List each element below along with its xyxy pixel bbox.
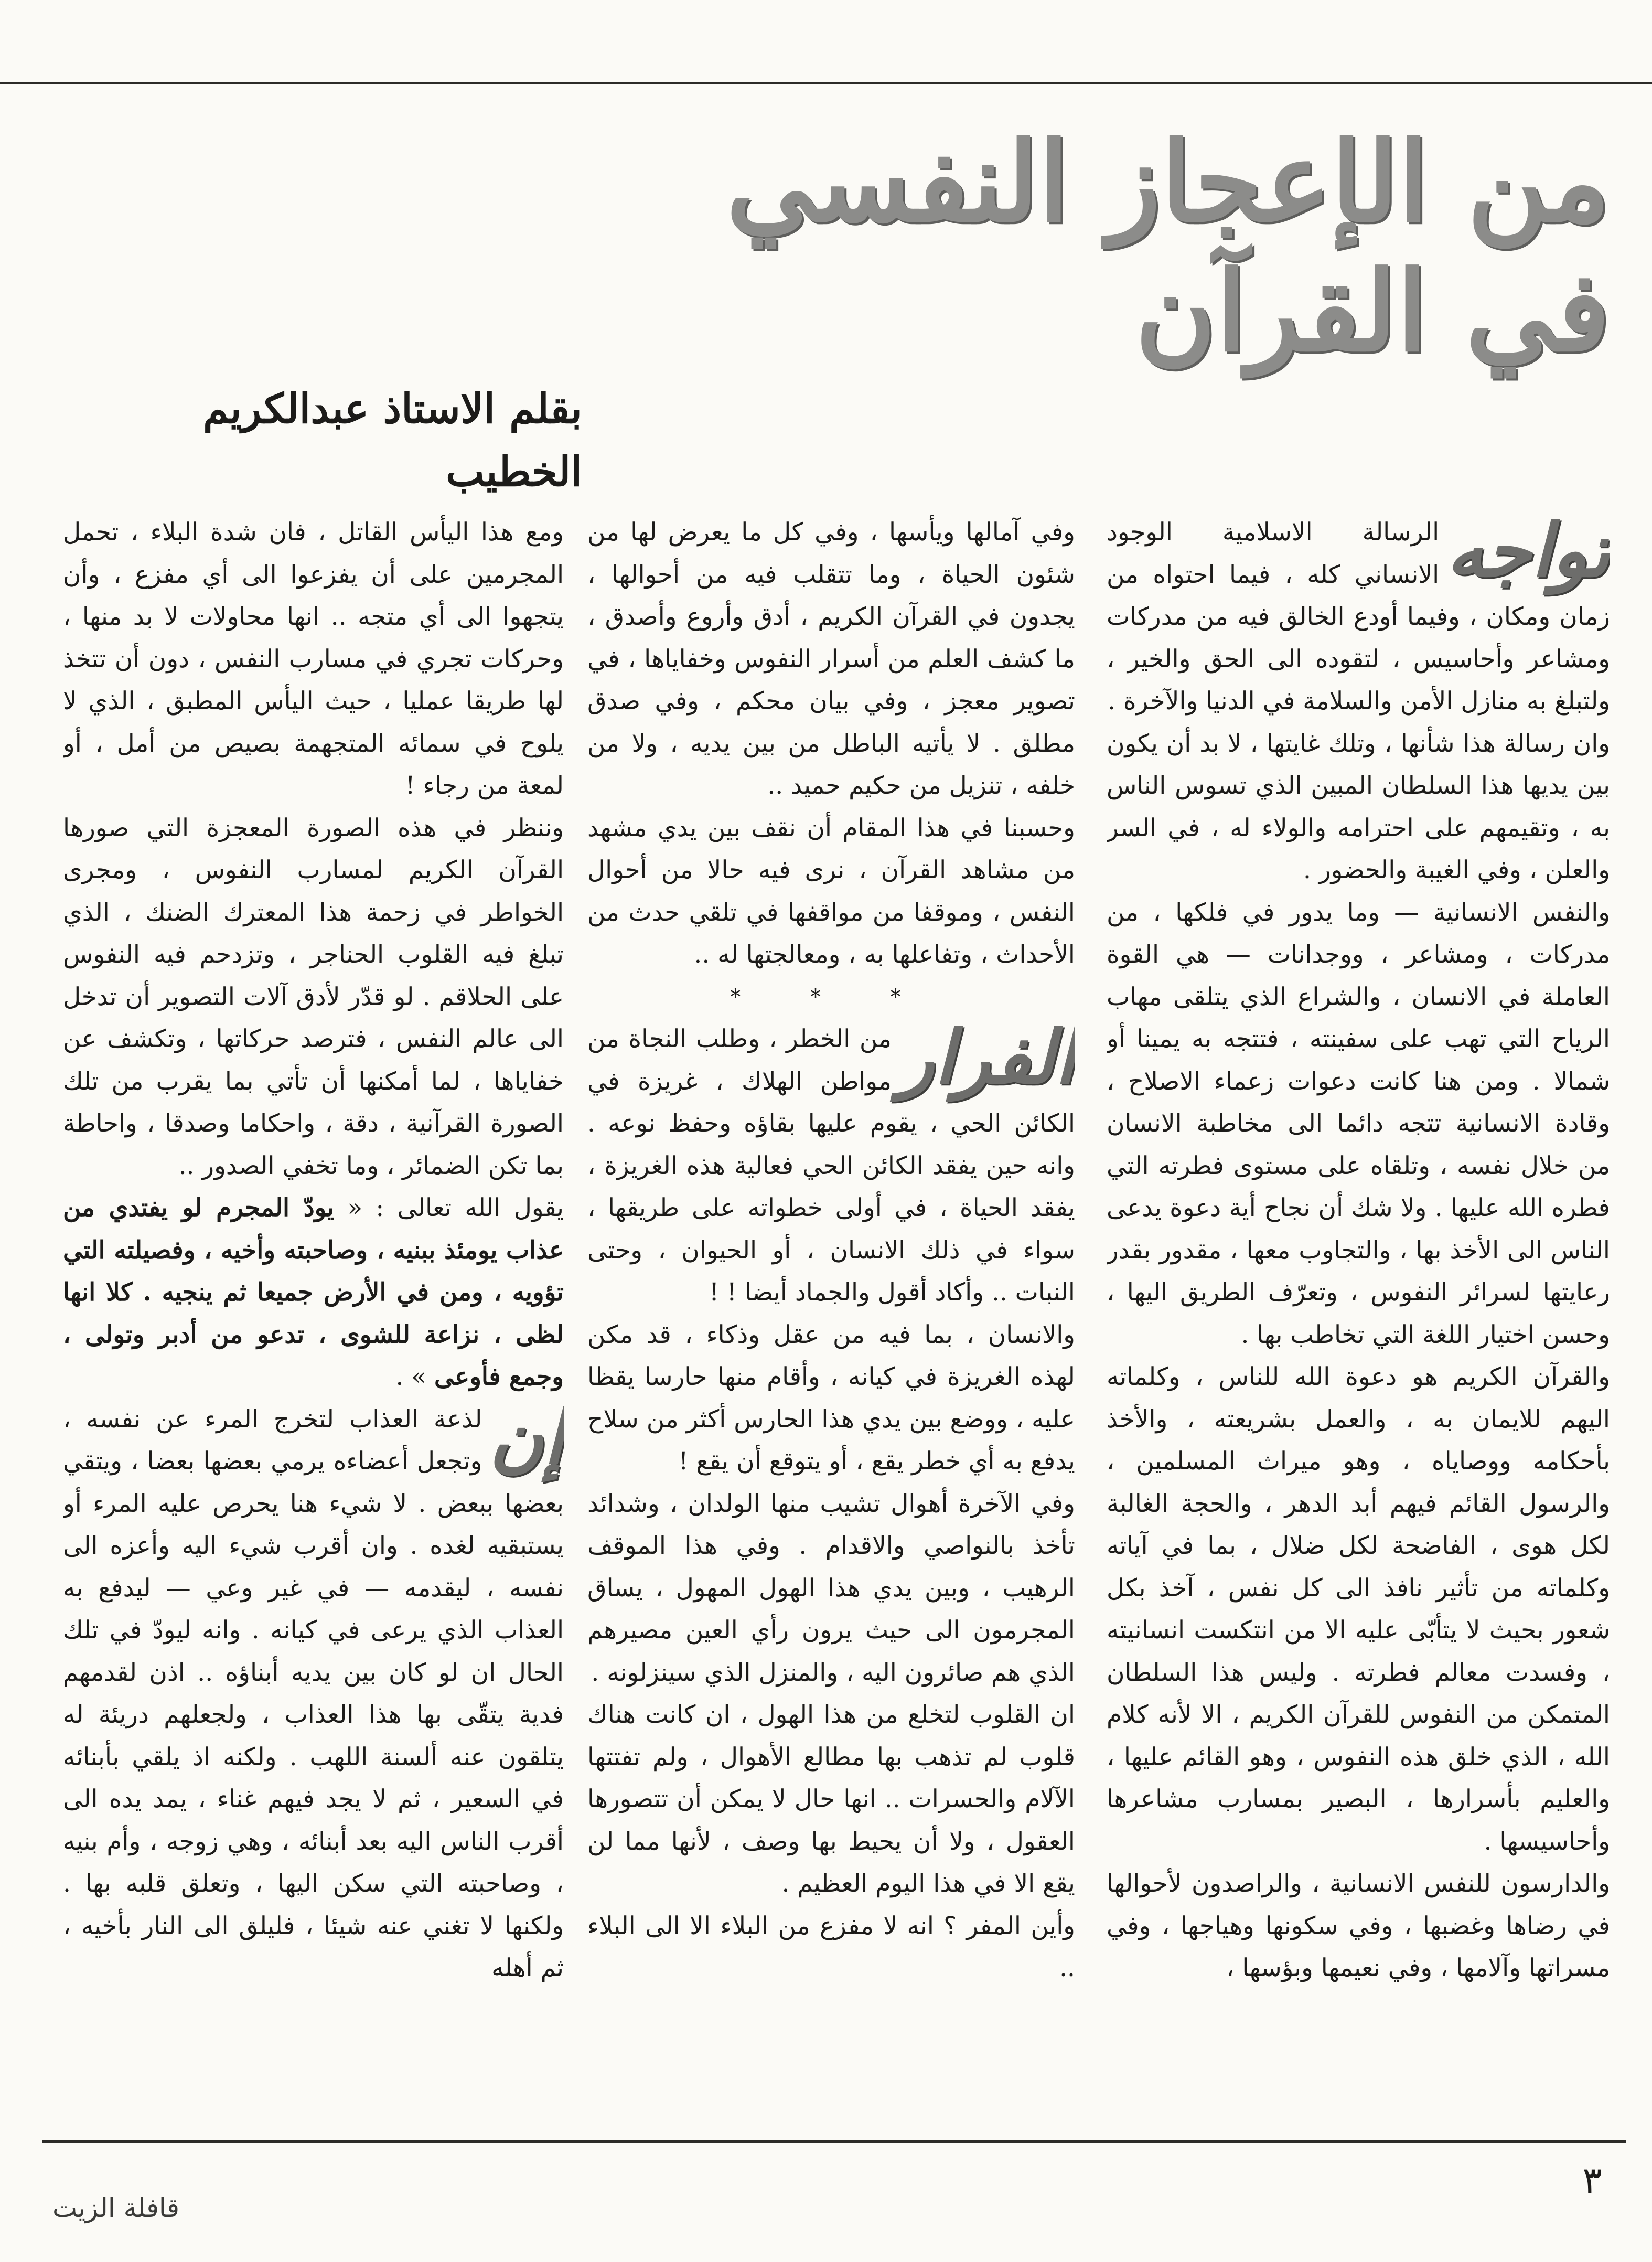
paragraph: وفي الآخرة أهوال تشيب منها الولدان ، وشدائد تأخذ بالنواصي والاقدام . وفي هذا الموقف الرهيب ، وبين يدي هذا الهول المهول ، يساق المجرمون الى حيث يرون رأي العين مصيرهم الذي هم صائرون اليه ، والمنزل الذي سينزلونه . xyxy=(587,1489,1075,1687)
column-left xyxy=(63,511,564,2127)
quran-quote: يقول الله تعالى : « يودّ المجرم لو يفتدي من عذاب يومئذ ببنيه ، وصاحبته وأخيه ، وفصيلته التي تؤويه ، ومن في الأرض جميعا ثم ينجيه . كلا انها لظى ، نزاعة للشوى ، تدعو من أدبر وتولى ، وجمع فأوعى » . xyxy=(63,1193,564,1391)
column-right xyxy=(1107,511,1610,2127)
section-separator: * * * xyxy=(730,985,932,1009)
section-head-inna: إن xyxy=(489,1394,564,1481)
top-rule xyxy=(0,82,1652,84)
article-title: من الإعجاز النفسي في القرآن xyxy=(726,117,1610,376)
paragraph: الفرار من الخطر ، وطلب النجاة من مواطن الهلاك ، غريزة في الكائن الحي ، يقوم عليها بقاؤه وحفظ نوعه . وانه حين يفقد الكائن الحي فعالية هذه الغريزة ، يفقد الحياة ، في أولى خطواته على طريقها ، سواء في ذلك الانسان ، أو الحيوان ، وحتى النبات .. وأكاد أقول والجماد أيضا ! ! xyxy=(587,1015,1075,1307)
paragraph: والدارسون للنفس الانسانية ، والراصدون لأحوالها في رضاها وغضبها ، وفي سكونها وهياجها ، وفي مسراتها وآلامها ، وفي نعيمها وبؤسها ، xyxy=(1107,1869,1610,1982)
paragraph: ومع هذا اليأس القاتل ، فان شدة البلاء ، تحمل المجرمين على أن يفزعوا الى أي مفزع ، وأن يتجهوا الى أي متجه .. انها محاولات لا بد منها ، وحركات تجري في مسارب النفس ، دون أن تتخذ لها طريقا عمليا ، حيث اليأس المطبق ، الذي لا يلوح في سمائه المتجهمة بصيص من أمل ، أو لمعة من رجاء ! xyxy=(63,518,564,800)
section-head-tuwajih: تواجه xyxy=(1446,511,1610,594)
paragraph: تواجه الرسالة الاسلامية الوجود الانساني كله ، فيما احتواه من زمان ومكان ، وفيما أودع الخالق فيه من مدركات ومشاعر وأحاسيس ، لتقوده الى الحق والخير ، ولتبلغ به منازل الأمن والسلامة في الدنيا والآخرة . xyxy=(1107,511,1610,716)
quote-text: يودّ المجرم لو يفتدي من عذاب يومئذ ببنيه ، وصاحبته وأخيه ، وفصيلته التي تؤويه ، ومن في الأرض جميعا ثم ينجيه . كلا انها لظى ، نزاعة للشوى ، تدعو من أدبر وتولى ، وجمع فأوعى xyxy=(63,1193,564,1391)
author-byline: بقلم الاستاذ عبدالكريم الخطيب xyxy=(203,385,582,496)
paragraph: والقرآن الكريم هو دعوة الله للناس ، وكلماته اليهم للايمان به ، والعمل بشريعته ، والأخذ بأحكامه ووصاياه ، وهو ميراث المسلمين ، والرسول القائم فيهم أبد الدهر ، والحجة الغالبة لكل هوى ، الفاضحة لكل ضلال ، بما في آياته وكلماته من تأثير نافذ الى كل نفس ، آخذ بكل شعور بحيث لا يتأبّى عليه الا من انتكست انسانيته ، وفسدت معالم فطرته . وليس هذا السلطان المتمكن من النفوس للقرآن الكريم ، الا لأنه كلام الله ، الذي خلق هذه النفوس ، وهو القائم عليها ، والعليم بأسرارها ، البصير بمسارب مشاعرها وأحاسيسها . xyxy=(1107,1362,1610,1856)
journal-name: قافلة الزيت xyxy=(52,2193,180,2223)
bottom-rule xyxy=(42,2140,1626,2143)
paragraph: وننظر في هذه الصورة المعجزة التي صورها القرآن الكريم لمسارب النفوس ، ومجرى الخواطر في زحمة هذا المعترك الضنك ، الذي تبلغ فيه القلوب الحناجر ، وتزدحم فيه النفوس على الحلاقم . لو قدّر لأدق آلات التصوير أن تدخل الى عالم النفس ، فترصد حركاتها ، وتكشف عن خفاياها ، لما أمكنها أن تأتي بما يقرب من تلك الصورة القرآنية ، دقة ، واحكاما وصدقا ، واحاطة بما تكن الضمائر ، وما تخفي الصدور .. xyxy=(63,813,564,1180)
paragraph: وحسبنا في هذا المقام أن نقف بين يدي مشهد من مشاهد القرآن ، نرى فيه حالا من أحوال النفس ، وموقفا من مواقفها في تلقي حدث من الأحداث ، وتفاعلها به ، ومعالجتها له .. xyxy=(587,813,1075,969)
paragraph: وفي آمالها ويأسها ، وفي كل ما يعرض لها من شئون الحياة ، وما تتقلب فيه من أحوالها ، يجدون في القرآن الكريم ، أدق وأروع وأصدق ، ما كشف العلم من أسرار النفوس وخفاياها ، في تصوير معجز ، وفي بيان محكم ، وفي صدق مطلق . لا يأتيه الباطل من بين يديه ، ولا من خلفه ، تنزيل من حكيم حميد .. xyxy=(587,518,1075,800)
column-middle xyxy=(587,511,1075,2127)
section-head-firar: الفرار xyxy=(898,1015,1075,1101)
paragraph: والانسان ، بما فيه من عقل وذكاء ، قد مكن لهذه الغريزة في كيانه ، وأقام منها حارسا يقظا عليه ، ووضع بين يدي هذا الحارس أكثر من سلاح يدفع به أي خطر يقع ، أو يتوقع أن يقع ! xyxy=(587,1320,1075,1476)
paragraph: وان رسالة هذا شأنها ، وتلك غايتها ، لا بد أن يكون بين يديها هذا السلطان المبين الذي تسوس الناس به ، وتقيمهم على احترامه والولاء له ، في السر والعلن ، وفي الغيبة والحضور . xyxy=(1107,729,1610,884)
page-number: ٣ xyxy=(1582,2159,1602,2202)
paragraph: والنفس الانسانية — وما يدور في فلكها ، من مدركات ، ومشاعر ، ووجدانات — هي القوة العاملة في الانسان ، والشراع الذي يتلقى مهاب الرياح التي تهب على سفينته ، فتتجه به يمينا أو شمالا . ومن هنا كانت دعوات زعماء الاصلاح ، وقادة الانسانية تتجه دائما الى مخاطبة الانسان من خلال نفسه ، وتلقاه على مستوى فطرته التي فطره الله عليها . ولا شك أن نجاح أية دعوة يدعى الناس الى الأخذ بها ، والتجاوب معها ، مقدور بقدر رعايتها لسرائر النفوس ، وتعرّف الطريق اليها ، وحسن اختيار اللغة التي تخاطب بها . xyxy=(1107,898,1610,1349)
paragraph: ان القلوب لتخلع من هذا الهول ، ان كانت هناك قلوب لم تذهب بها مطالع الأهوال ، ولم تفتتها الآلام والحسرات .. انها حال لا يمكن أن تتصورها العقول ، ولا أن يحيط بها وصف ، لأنها مما لن يقع الا في هذا اليوم العظيم . xyxy=(587,1700,1075,1898)
paragraph: إن لذعة العذاب لتخرج المرء عن نفسه ، وتجعل أعضاءه يرمي بعضها بعضا ، ويتقي بعضها ببعض . لا شيء هنا يحرص عليه المرء أو يستبقيه لغده . وان أقرب شيء اليه وأعزه الى نفسه ، ليقدمه — في غير وعي — ليدفع به العذاب الذي يرعى في كيانه . وانه ليودّ في تلك الحال ان لو كان بين يديه أبناؤه .. اذن لقدمهم فدية يتقّى بها هذا العذاب ، ولجعلهم دريئة له يتلقون عنه ألسنة اللهب . ولكنه اذ يلقي بأبنائه في السعير ، ثم لا يجد فيهم غناء ، يمد يده الى أقرب الناس اليه بعد أبنائه ، وهي زوجه ، وأم بنيه ، وصاحبته التي سكن اليها ، وتعلق قلبه بها . ولكنها لا تغني عنه شيئا ، فليلق الى النار بأخيه ، ثم أهله xyxy=(63,1394,564,1982)
paragraph: وأين المفر ؟ انه لا مفزع من البلاء الا الى البلاء .. xyxy=(587,1911,1075,1982)
